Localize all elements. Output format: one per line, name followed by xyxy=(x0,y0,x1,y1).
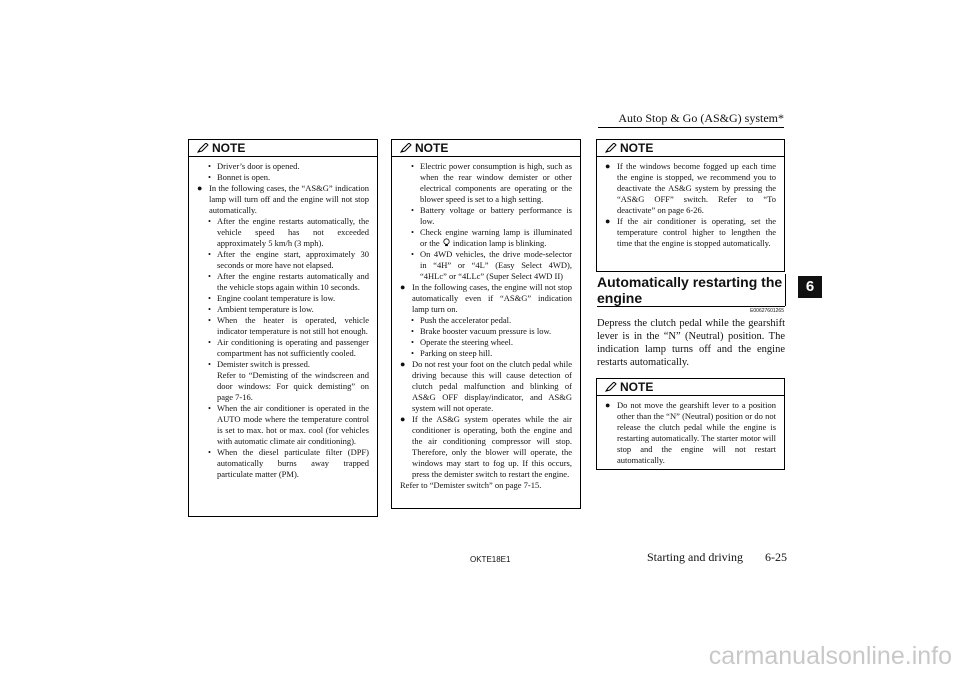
note-header xyxy=(597,379,784,396)
note-body-2 xyxy=(392,157,580,495)
note-label: NOTE xyxy=(620,141,654,155)
note-body-1 xyxy=(189,157,377,484)
footer-section: Starting and driving xyxy=(647,550,743,564)
note-bullet: • Parking on steep hill. xyxy=(400,348,572,359)
note-body-3 xyxy=(597,157,784,253)
section-rule xyxy=(785,274,786,306)
section-title: Automatically restarting the engine xyxy=(597,274,783,306)
note-bullet: • Check engine warning lamp is illuminated or the indication lamp is blinking. xyxy=(400,227,572,249)
note-bullet: • Battery voltage or battery performance is low. xyxy=(400,205,572,227)
note-bullet: • Electric power consumption is high, such as when the rear window demister or other electrical components are operating or the blower speed is set to a high setting. xyxy=(400,161,572,205)
note-bullet: • When the diesel particulate filter (DPF) automatically burns away trapped particulate matter (PM). xyxy=(197,447,369,480)
note-bullet: • Ambient temperature is low. xyxy=(197,304,369,315)
note-pencil-icon xyxy=(197,143,209,153)
chapter-tab: 6 xyxy=(798,276,822,298)
note-bullet: • Operate the steering wheel. xyxy=(400,337,572,348)
footer-code: OKTE18E1 xyxy=(470,555,511,564)
note-item: ● If the windows become fogged up each time the engine is stopped, we recommend you to deactivate the AS&G system by pressing the “AS&G OFF” switch. Refer to “To deactivate” on page 6-26. xyxy=(605,161,776,216)
note-bullet: • Brake booster vacuum pressure is low. xyxy=(400,326,572,337)
note-pencil-icon xyxy=(400,143,412,153)
indication-lamp-icon xyxy=(442,238,451,247)
note-bullet: • After the engine restarts automatically, the vehicle speed has not exceeded approximately 5 km/h (3 mph). xyxy=(197,216,369,249)
note-box-3 xyxy=(596,139,785,272)
note-item: ● Do not move the gearshift lever to a position other than the “N” (Neutral) position or do not release the clutch pedal while the engine is restarting automatically. The starter motor will stop and the engine will not restart automatically. xyxy=(605,400,776,466)
section-body: Depress the clutch pedal while the gearshift lever is in the “N” (Neutral) position. The indication lamp turns off and the engine restarts automatically. xyxy=(597,318,785,368)
note-item: ● If the AS&G system operates while the air conditioner is operating, both the engine and the air conditioning compressor will stop. Therefore, only the blower will operate, the windows may start to fog up. If this occurs, press the demister switch to restart the engine. xyxy=(400,414,572,480)
note-bullet: • Demister switch is pressed. xyxy=(197,359,369,370)
section-underline xyxy=(597,306,785,307)
note-text: Refer to “Demisting of the windscreen and door windows: For quick demisting” on page 7-16. xyxy=(217,370,369,402)
watermark: carmanualsonline.info xyxy=(708,642,952,670)
note-bullet: • After the engine restarts automatically and the vehicle stops again within 10 seconds. xyxy=(197,271,369,293)
note-pencil-icon xyxy=(605,382,617,392)
note-box-2 xyxy=(391,139,581,509)
note-bullet: • Engine coolant temperature is low. xyxy=(197,293,369,304)
note-box-1 xyxy=(188,139,378,517)
header-rule xyxy=(598,127,784,128)
note-header xyxy=(392,140,580,157)
note-header xyxy=(189,140,377,157)
note-bullet: • When the heater is operated, vehicle indicator temperature is not still hot enough. xyxy=(197,315,369,337)
running-header: Auto Stop & Go (AS&G) system* xyxy=(618,111,784,125)
note-item: ● If the air conditioner is operating, set the temperature control higher to lengthen the time that the engine is stopped automatically. xyxy=(605,216,776,249)
note-item: ● In the following cases, the engine will not stop automatically even if “AS&G” indication lamp turn on. xyxy=(400,282,572,315)
note-label: NOTE xyxy=(212,141,246,155)
note-label: NOTE xyxy=(415,141,449,155)
section-code: E00627601265 xyxy=(750,308,784,314)
note-pencil-icon xyxy=(605,143,617,153)
note-item: ● In the following cases, the “AS&G” indication lamp will turn off and the engine will not stop automatically. xyxy=(197,183,369,216)
note-box-4 xyxy=(596,378,785,470)
footer-page-number: 6-25 xyxy=(765,550,787,564)
note-header xyxy=(597,140,784,157)
note-bullet: • Bonnet is open. xyxy=(197,172,369,183)
note-body-4 xyxy=(597,396,784,470)
note-item: ● Do not rest your foot on the clutch pedal while driving because this will cause detection of clutch pedal malfunction and blinking of AS&G OFF display/indicator, and AS&G system will not operate. xyxy=(400,359,572,414)
note-label: NOTE xyxy=(620,380,654,394)
note-bullet: • Driver’s door is opened. xyxy=(197,161,369,172)
note-bullet: • After the engine start, approximately 30 seconds or more have not elapsed. xyxy=(197,249,369,271)
note-text: Refer to “Demister switch” on page 7-15. xyxy=(400,480,542,490)
note-bullet: • Air conditioning is operating and passenger compartment has not sufficiently cooled. xyxy=(197,337,369,359)
note-bullet: • When the air conditioner is operated in the AUTO mode where the temperature control is set to max. hot or max. cool (for vehicles with automatic climate air conditioning). xyxy=(197,403,369,447)
note-bullet: • Push the accelerator pedal. xyxy=(400,315,572,326)
note-bullet: • On 4WD vehicles, the drive mode-selector in “4H” or “4L” (Easy Select 4WD), “4HLc” or “4LLc” (Super Select 4WD II) xyxy=(400,249,572,282)
